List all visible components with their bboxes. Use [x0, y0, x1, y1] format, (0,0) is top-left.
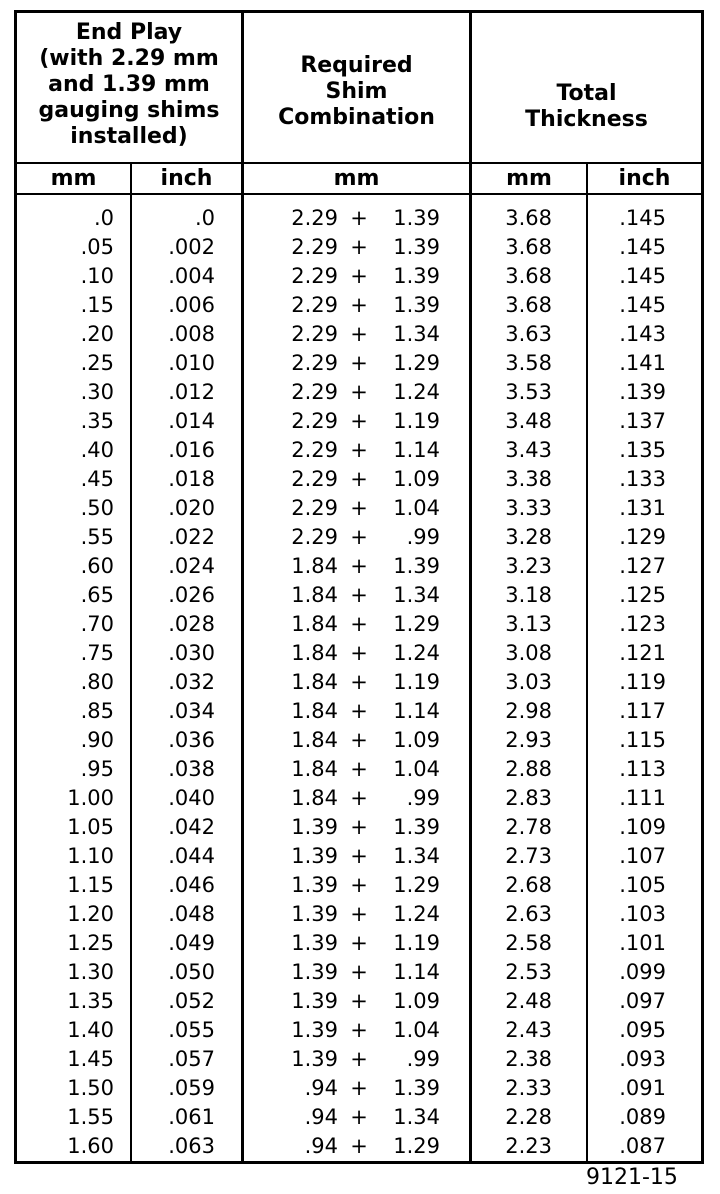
total-thickness-mm: 3.68 — [505, 293, 552, 317]
total-thickness-inch: .095 — [619, 1018, 666, 1042]
plus-sign: + — [350, 844, 368, 868]
shim-a-mm: 2.29 — [291, 235, 338, 259]
total-thickness-mm: 3.68 — [505, 206, 552, 230]
table-row — [14, 552, 704, 581]
total-thickness-mm: 2.23 — [505, 1134, 552, 1158]
end-play-inch: .052 — [168, 989, 215, 1013]
table-row — [14, 784, 704, 813]
table-row — [14, 726, 704, 755]
total-thickness-mm: 2.53 — [505, 960, 552, 984]
shim-a-mm: .94 — [304, 1105, 338, 1129]
shim-b-mm: 1.04 — [393, 1018, 440, 1042]
table-row — [14, 204, 704, 233]
total-thickness-inch: .107 — [619, 844, 666, 868]
shim-b-mm: 1.39 — [393, 293, 440, 317]
end-play-inch: .026 — [168, 583, 215, 607]
shim-a-mm: 1.39 — [291, 815, 338, 839]
end-play-inch: .049 — [168, 931, 215, 955]
table-row — [14, 320, 704, 349]
end-play-inch: .018 — [168, 467, 215, 491]
table-row — [14, 958, 704, 987]
plus-sign: + — [350, 757, 368, 781]
end-play-mm: .35 — [80, 409, 114, 433]
figure-number: 9121-15 — [586, 1165, 678, 1190]
total-thickness-mm: 3.28 — [505, 525, 552, 549]
end-play-mm: .75 — [80, 641, 114, 665]
header-total-line: Thickness — [525, 107, 648, 132]
end-play-inch: .034 — [168, 699, 215, 723]
shim-a-mm: 1.84 — [291, 757, 338, 781]
total-thickness-inch: .113 — [619, 757, 666, 781]
total-thickness-inch: .141 — [619, 351, 666, 375]
total-thickness-inch: .125 — [619, 583, 666, 607]
table-row — [14, 697, 704, 726]
shim-b-mm: 1.34 — [393, 322, 440, 346]
total-thickness-mm: 3.13 — [505, 612, 552, 636]
header-end-play-line: and 1.39 mm — [48, 72, 210, 97]
total-thickness-mm: 2.73 — [505, 844, 552, 868]
plus-sign: + — [350, 467, 368, 491]
total-thickness-inch: .135 — [619, 438, 666, 462]
end-play-inch: .0 — [194, 206, 215, 230]
table-row — [14, 610, 704, 639]
total-thickness-inch: .145 — [619, 264, 666, 288]
shim-b-mm: 1.14 — [393, 438, 440, 462]
shim-b-mm: 1.09 — [393, 989, 440, 1013]
end-play-inch: .046 — [168, 873, 215, 897]
header-end-play-line: End Play — [75, 20, 183, 45]
shim-a-mm: 1.39 — [291, 1018, 338, 1042]
shim-b-mm: 1.39 — [393, 554, 440, 578]
end-play-mm: 1.60 — [67, 1134, 114, 1158]
table-row — [14, 929, 704, 958]
total-thickness-mm: 2.38 — [505, 1047, 552, 1071]
table-row — [14, 262, 704, 291]
total-thickness-mm: 2.43 — [505, 1018, 552, 1042]
table-row — [14, 639, 704, 668]
total-thickness-inch: .105 — [619, 873, 666, 897]
shim-b-mm: 1.39 — [393, 206, 440, 230]
end-play-mm: 1.40 — [67, 1018, 114, 1042]
table-row — [14, 1132, 704, 1161]
plus-sign: + — [350, 1047, 368, 1071]
plus-sign: + — [350, 1105, 368, 1129]
total-thickness-inch: .093 — [619, 1047, 666, 1071]
shim-b-mm: 1.09 — [393, 467, 440, 491]
total-thickness-mm: 3.63 — [505, 322, 552, 346]
table-row — [14, 494, 704, 523]
shim-b-mm: 1.09 — [393, 728, 440, 752]
shim-b-mm: 1.24 — [393, 380, 440, 404]
shim-a-mm: 2.29 — [291, 409, 338, 433]
total-thickness-mm: 3.18 — [505, 583, 552, 607]
total-thickness-mm: 3.53 — [505, 380, 552, 404]
shim-a-mm: 1.39 — [291, 960, 338, 984]
shim-a-mm: 1.39 — [291, 931, 338, 955]
shim-b-mm: .99 — [406, 786, 440, 810]
header-end-play-line: (with 2.29 mm — [39, 46, 219, 71]
total-thickness-inch: .127 — [619, 554, 666, 578]
header-required-line: Combination — [278, 105, 435, 130]
plus-sign: + — [350, 525, 368, 549]
total-thickness-inch: .121 — [619, 641, 666, 665]
total-thickness-mm: 3.43 — [505, 438, 552, 462]
total-thickness-mm: 2.33 — [505, 1076, 552, 1100]
end-play-mm: .50 — [80, 496, 114, 520]
shim-a-mm: 1.84 — [291, 699, 338, 723]
header-required-line: Required — [300, 53, 413, 78]
total-thickness-mm: 3.68 — [505, 235, 552, 259]
plus-sign: + — [350, 670, 368, 694]
end-play-inch: .050 — [168, 960, 215, 984]
plus-sign: + — [350, 786, 368, 810]
shim-b-mm: 1.39 — [393, 815, 440, 839]
table-row — [14, 233, 704, 262]
total-thickness-inch: .133 — [619, 467, 666, 491]
plus-sign: + — [350, 699, 368, 723]
end-play-inch: .057 — [168, 1047, 215, 1071]
shim-a-mm: 1.39 — [291, 873, 338, 897]
plus-sign: + — [350, 728, 368, 752]
total-thickness-mm: 2.98 — [505, 699, 552, 723]
shim-b-mm: 1.19 — [393, 670, 440, 694]
shim-b-mm: 1.14 — [393, 699, 440, 723]
table-row — [14, 523, 704, 552]
total-thickness-mm: 2.63 — [505, 902, 552, 926]
end-play-inch: .022 — [168, 525, 215, 549]
end-play-mm: .40 — [80, 438, 114, 462]
total-thickness-mm: 3.58 — [505, 351, 552, 375]
end-play-mm: .95 — [80, 757, 114, 781]
end-play-inch: .040 — [168, 786, 215, 810]
end-play-inch: .020 — [168, 496, 215, 520]
subheader-endplay-inch: inch — [160, 166, 213, 191]
header-required-line: Shim — [325, 79, 388, 104]
header-total-thickness — [472, 10, 701, 160]
shim-a-mm: 1.39 — [291, 989, 338, 1013]
plus-sign: + — [350, 438, 368, 462]
total-thickness-mm: 3.23 — [505, 554, 552, 578]
table-row — [14, 436, 704, 465]
subheader-total-inch: inch — [618, 166, 671, 191]
shim-b-mm: 1.34 — [393, 844, 440, 868]
end-play-mm: .0 — [93, 206, 114, 230]
shim-a-mm: 2.29 — [291, 293, 338, 317]
end-play-mm: .80 — [80, 670, 114, 694]
shim-b-mm: 1.14 — [393, 960, 440, 984]
end-play-inch: .014 — [168, 409, 215, 433]
total-thickness-inch: .139 — [619, 380, 666, 404]
header-end-play — [17, 10, 241, 160]
total-thickness-inch: .119 — [619, 670, 666, 694]
plus-sign: + — [350, 264, 368, 288]
total-thickness-inch: .097 — [619, 989, 666, 1013]
shim-a-mm: 2.29 — [291, 206, 338, 230]
end-play-mm: 1.30 — [67, 960, 114, 984]
shim-a-mm: .94 — [304, 1076, 338, 1100]
total-thickness-inch: .129 — [619, 525, 666, 549]
shim-a-mm: 2.29 — [291, 380, 338, 404]
total-thickness-mm: 2.88 — [505, 757, 552, 781]
plus-sign: + — [350, 612, 368, 636]
total-thickness-inch: .111 — [619, 786, 666, 810]
table-row — [14, 871, 704, 900]
total-thickness-inch: .103 — [619, 902, 666, 926]
total-thickness-inch: .117 — [619, 699, 666, 723]
end-play-mm: .70 — [80, 612, 114, 636]
table-row — [14, 755, 704, 784]
header-end-play-line: installed) — [70, 124, 188, 149]
end-play-mm: .55 — [80, 525, 114, 549]
table-row — [14, 987, 704, 1016]
shim-b-mm: 1.39 — [393, 264, 440, 288]
header-total-line: Total — [556, 81, 617, 106]
total-thickness-mm: 3.08 — [505, 641, 552, 665]
end-play-inch: .030 — [168, 641, 215, 665]
plus-sign: + — [350, 873, 368, 897]
plus-sign: + — [350, 409, 368, 433]
table-row — [14, 581, 704, 610]
end-play-mm: 1.50 — [67, 1076, 114, 1100]
total-thickness-mm: 3.33 — [505, 496, 552, 520]
end-play-mm: 1.45 — [67, 1047, 114, 1071]
plus-sign: + — [350, 554, 368, 578]
plus-sign: + — [350, 1076, 368, 1100]
end-play-inch: .012 — [168, 380, 215, 404]
shim-a-mm: 2.29 — [291, 496, 338, 520]
subheader-endplay-mm: mm — [50, 166, 97, 191]
plus-sign: + — [350, 322, 368, 346]
end-play-inch: .036 — [168, 728, 215, 752]
end-play-inch: .059 — [168, 1076, 215, 1100]
shim-a-mm: 1.39 — [291, 844, 338, 868]
total-thickness-inch: .091 — [619, 1076, 666, 1100]
end-play-mm: 1.55 — [67, 1105, 114, 1129]
table-row — [14, 1016, 704, 1045]
shim-b-mm: 1.19 — [393, 409, 440, 433]
end-play-inch: .002 — [168, 235, 215, 259]
plus-sign: + — [350, 960, 368, 984]
header-required-shim-combination — [244, 10, 469, 160]
plus-sign: + — [350, 902, 368, 926]
table-row — [14, 465, 704, 494]
shim-b-mm: 1.34 — [393, 583, 440, 607]
table-row — [14, 900, 704, 929]
shim-b-mm: 1.29 — [393, 1134, 440, 1158]
total-thickness-inch: .145 — [619, 206, 666, 230]
end-play-mm: .15 — [80, 293, 114, 317]
total-thickness-inch: .137 — [619, 409, 666, 433]
end-play-inch: .016 — [168, 438, 215, 462]
table-row — [14, 1045, 704, 1074]
shim-a-mm: 1.84 — [291, 583, 338, 607]
total-thickness-inch: .145 — [619, 293, 666, 317]
shim-a-mm: 2.29 — [291, 525, 338, 549]
shim-b-mm: 1.24 — [393, 641, 440, 665]
shim-b-mm: 1.29 — [393, 351, 440, 375]
end-play-inch: .032 — [168, 670, 215, 694]
table-row — [14, 1103, 704, 1132]
end-play-inch: .010 — [168, 351, 215, 375]
shim-a-mm: 2.29 — [291, 467, 338, 491]
shim-a-mm: 1.39 — [291, 1047, 338, 1071]
end-play-mm: .10 — [80, 264, 114, 288]
end-play-mm: .85 — [80, 699, 114, 723]
end-play-mm: 1.20 — [67, 902, 114, 926]
total-thickness-mm: 3.68 — [505, 264, 552, 288]
plus-sign: + — [350, 235, 368, 259]
table-row — [14, 407, 704, 436]
end-play-mm: 1.10 — [67, 844, 114, 868]
plus-sign: + — [350, 583, 368, 607]
total-thickness-inch: .145 — [619, 235, 666, 259]
end-play-mm: .25 — [80, 351, 114, 375]
table-row — [14, 813, 704, 842]
end-play-inch: .038 — [168, 757, 215, 781]
total-thickness-inch: .131 — [619, 496, 666, 520]
end-play-mm: .60 — [80, 554, 114, 578]
shim-b-mm: 1.29 — [393, 873, 440, 897]
total-thickness-inch: .087 — [619, 1134, 666, 1158]
shim-b-mm: 1.04 — [393, 757, 440, 781]
end-play-inch: .024 — [168, 554, 215, 578]
shim-b-mm: 1.24 — [393, 902, 440, 926]
total-thickness-mm: 3.38 — [505, 467, 552, 491]
shim-b-mm: 1.29 — [393, 612, 440, 636]
shim-b-mm: 1.39 — [393, 235, 440, 259]
total-thickness-mm: 2.68 — [505, 873, 552, 897]
total-thickness-mm: 2.48 — [505, 989, 552, 1013]
plus-sign: + — [350, 641, 368, 665]
total-thickness-inch: .099 — [619, 960, 666, 984]
shim-a-mm: 2.29 — [291, 351, 338, 375]
shim-b-mm: 1.39 — [393, 1076, 440, 1100]
plus-sign: + — [350, 989, 368, 1013]
plus-sign: + — [350, 206, 368, 230]
subheader-shim-mm: mm — [333, 166, 380, 191]
shim-a-mm: 2.29 — [291, 438, 338, 462]
end-play-inch: .063 — [168, 1134, 215, 1158]
end-play-mm: 1.25 — [67, 931, 114, 955]
end-play-mm: .30 — [80, 380, 114, 404]
shim-a-mm: 1.39 — [291, 902, 338, 926]
shim-a-mm: 1.84 — [291, 786, 338, 810]
shim-b-mm: 1.19 — [393, 931, 440, 955]
shim-a-mm: 2.29 — [291, 264, 338, 288]
table-row — [14, 378, 704, 407]
shim-b-mm: .99 — [406, 1047, 440, 1071]
total-thickness-mm: 2.93 — [505, 728, 552, 752]
end-play-inch: .061 — [168, 1105, 215, 1129]
end-play-mm: 1.35 — [67, 989, 114, 1013]
end-play-mm: .65 — [80, 583, 114, 607]
shim-a-mm: 1.84 — [291, 728, 338, 752]
total-thickness-inch: .123 — [619, 612, 666, 636]
plus-sign: + — [350, 1134, 368, 1158]
end-play-inch: .006 — [168, 293, 215, 317]
table-row — [14, 349, 704, 378]
end-play-inch: .044 — [168, 844, 215, 868]
end-play-mm: 1.00 — [67, 786, 114, 810]
shim-b-mm: 1.34 — [393, 1105, 440, 1129]
plus-sign: + — [350, 351, 368, 375]
shim-b-mm: 1.04 — [393, 496, 440, 520]
end-play-mm: .45 — [80, 467, 114, 491]
plus-sign: + — [350, 380, 368, 404]
shim-selection-table — [14, 10, 704, 1164]
end-play-inch: .028 — [168, 612, 215, 636]
total-thickness-inch: .109 — [619, 815, 666, 839]
end-play-inch: .008 — [168, 322, 215, 346]
total-thickness-inch: .115 — [619, 728, 666, 752]
shim-b-mm: .99 — [406, 525, 440, 549]
end-play-mm: 1.15 — [67, 873, 114, 897]
total-thickness-inch: .089 — [619, 1105, 666, 1129]
table-row — [14, 291, 704, 320]
end-play-mm: .20 — [80, 322, 114, 346]
plus-sign: + — [350, 496, 368, 520]
total-thickness-mm: 3.03 — [505, 670, 552, 694]
total-thickness-mm: 2.58 — [505, 931, 552, 955]
end-play-inch: .055 — [168, 1018, 215, 1042]
shim-a-mm: 1.84 — [291, 554, 338, 578]
total-thickness-mm: 2.78 — [505, 815, 552, 839]
plus-sign: + — [350, 815, 368, 839]
table-row — [14, 1074, 704, 1103]
table-row — [14, 668, 704, 697]
shim-a-mm: 2.29 — [291, 322, 338, 346]
shim-a-mm: 1.84 — [291, 670, 338, 694]
total-thickness-mm: 3.48 — [505, 409, 552, 433]
end-play-inch: .042 — [168, 815, 215, 839]
shim-a-mm: 1.84 — [291, 612, 338, 636]
end-play-mm: .05 — [80, 235, 114, 259]
end-play-mm: 1.05 — [67, 815, 114, 839]
plus-sign: + — [350, 1018, 368, 1042]
shim-a-mm: 1.84 — [291, 641, 338, 665]
end-play-inch: .048 — [168, 902, 215, 926]
total-thickness-mm: 2.28 — [505, 1105, 552, 1129]
total-thickness-mm: 2.83 — [505, 786, 552, 810]
total-thickness-inch: .101 — [619, 931, 666, 955]
table-row — [14, 842, 704, 871]
shim-a-mm: .94 — [304, 1134, 338, 1158]
subheader-total-mm: mm — [506, 166, 552, 191]
end-play-inch: .004 — [168, 264, 215, 288]
total-thickness-inch: .143 — [619, 322, 666, 346]
end-play-mm: .90 — [80, 728, 114, 752]
plus-sign: + — [350, 931, 368, 955]
header-end-play-line: gauging shims — [38, 98, 220, 123]
plus-sign: + — [350, 293, 368, 317]
